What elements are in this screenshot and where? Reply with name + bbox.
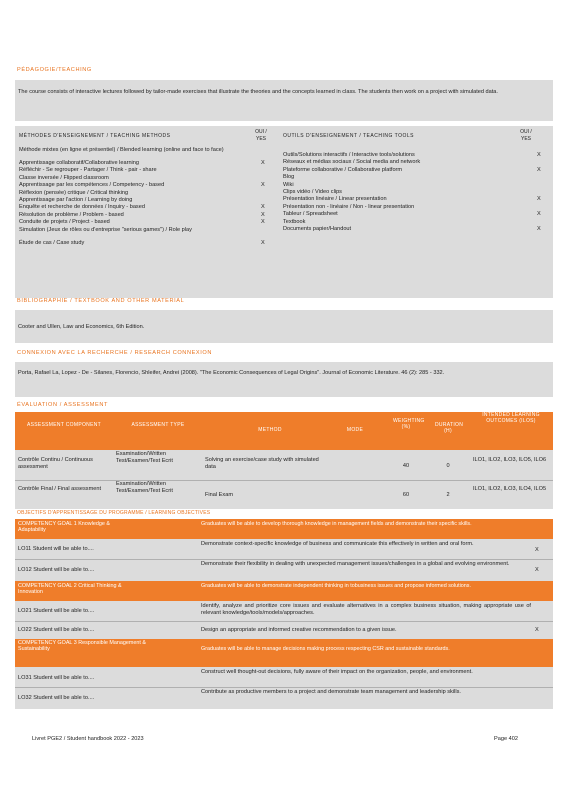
eval-row2-type: Examination/Written Test/Examen/Test Ecrit xyxy=(116,481,173,494)
method-label: Méthode mixtes (en ligne et présentiel) / Blended learning (online and face to face) xyxy=(19,147,224,153)
eval-row1-weight: 40 xyxy=(402,463,410,469)
footer-page-number: Page 402 xyxy=(494,736,518,742)
method-mark: X xyxy=(261,182,265,189)
method-row xyxy=(19,219,275,226)
tools-yes-header: OUI / YES xyxy=(520,129,532,142)
method-mark: X xyxy=(261,239,265,246)
method-row xyxy=(19,147,275,154)
tool-row xyxy=(283,159,549,166)
method-row xyxy=(19,160,275,167)
lo32-text: Contribute as productive members to a project and demonstrate team management and leadership skills. xyxy=(201,689,461,695)
lo22-text: Design an appropriate and informed creative recommendation to a given issue. xyxy=(201,627,397,633)
tool-row xyxy=(283,182,549,189)
eval-row1-duration: 0 xyxy=(446,463,450,469)
method-row xyxy=(19,175,275,182)
goal1-header xyxy=(15,519,553,539)
objectives-title: OBJECTIFS D'APPRENTISSAGE DU PROGRAMME / LEARNING OBJECTIVES xyxy=(17,510,211,516)
bibliography-title: BIBLIOGRAPHIE / TEXTBOOK AND OTHER MATERIAL xyxy=(17,298,185,304)
research-title: CONNEXION AVEC LA RECHERCHE / RESEARCH CONNEXION xyxy=(17,350,212,356)
method-label: Apprentissage par les compétences / Competency - based xyxy=(19,182,165,189)
tool-row xyxy=(283,174,549,181)
method-label: Classe inversée / Flipped classroom xyxy=(19,174,109,181)
method-label: Réfléchir - Se regrouper - Partager / Think - pair - share xyxy=(19,167,157,174)
eval-row2-method: Final Exam xyxy=(205,492,233,498)
goal3-title: COMPETENCY GOAL 3 Responsible Management & Sustainability xyxy=(18,640,146,653)
goal1-title: COMPETENCY GOAL 1 Knowledge & Adaptability xyxy=(18,521,110,534)
method-label: Simulation (Jeux de rôles ou d'entreprise "serious games") / Role play xyxy=(19,226,192,233)
goal2-header xyxy=(15,581,553,601)
tool-row xyxy=(283,226,549,233)
lo11-mark: X xyxy=(535,547,539,553)
method-row xyxy=(19,167,275,174)
eval-col-ilos: INTENDED LEARNING OUTCOMES (ILOS) xyxy=(482,412,540,424)
evaluation-header-row xyxy=(15,412,553,450)
eval-row1-type: Examination/Written Test/Examen/Test Ecrit xyxy=(116,451,173,464)
tool-mark: X xyxy=(537,152,541,158)
lo12-label: LO12 Student will be able to.... xyxy=(18,567,95,573)
goal2-body xyxy=(15,601,553,639)
tool-row xyxy=(283,167,549,174)
tools-header: OUTILS D'ENSEIGNEMENT / TEACHING TOOLS xyxy=(283,133,414,139)
tool-row xyxy=(283,211,549,218)
tool-label: Plateforme collaborative / Collaborative platform xyxy=(283,166,403,173)
goal1-body xyxy=(15,539,553,581)
method-row xyxy=(19,204,275,211)
method-row xyxy=(19,240,275,247)
eval-row2-component: Contrôle Final / Final assessment xyxy=(18,486,102,492)
lo21-text: Identify, analyze and prioritize core issues and evaluate alternatives in a complex business situation, making appropriate use of relevant knowledge/tools/models/approaches. xyxy=(201,603,531,616)
tool-mark: X xyxy=(537,211,541,218)
tool-mark: X xyxy=(537,226,541,232)
method-label: Résolution de problème / Problem - based xyxy=(19,211,124,218)
method-mark: X xyxy=(261,160,265,166)
eval-row2-duration: 2 xyxy=(446,492,450,498)
pedagogie-box xyxy=(15,80,553,121)
goal3-body xyxy=(15,667,553,709)
footer-left: Livret PGE2 / Student handbook 2022 - 2023 xyxy=(32,736,144,742)
tool-label: Présentation non - linéaire / Non - linear presentation xyxy=(283,203,415,210)
eval-row2-ilos: ILO1, ILO2, ILO3, ILO4, ILO5 xyxy=(473,486,547,492)
goal2-title: COMPETENCY GOAL 2 Critical Thinking & Innovation xyxy=(18,583,122,596)
method-label: Réflexion (pensée) critique / Critical thinking xyxy=(19,189,129,196)
goal3-desc: Graduates will be able to manage decisions making process respecting CSR and sustainable standards. xyxy=(201,646,450,652)
method-label: Apprentissage collaboratif/Collaborative learning xyxy=(19,160,140,166)
method-row xyxy=(19,212,275,219)
tool-mark: X xyxy=(537,166,541,173)
method-label: Conduite de projets / Project - based xyxy=(19,219,110,226)
tool-label: Réseaux et médias sociaux / Social media and network xyxy=(283,159,421,166)
lo31-label: LO31 Student will be able to.... xyxy=(18,675,95,681)
eval-row1-method: Solving an exercise/case study with simulated data xyxy=(205,457,319,470)
eval-col-mode: MODE xyxy=(346,427,364,433)
method-row xyxy=(19,190,275,197)
tool-row xyxy=(283,152,549,159)
method-label: Étude de cas / Case study xyxy=(19,239,85,246)
goal3-header xyxy=(15,639,553,667)
eval-col-type: ASSESSMENT TYPE xyxy=(131,422,185,428)
tool-mark: X xyxy=(537,196,541,203)
goal1-desc: Graduates will be able to develop thorough knowledge in management fields and demonstrate their specific skills. xyxy=(201,521,472,527)
tool-row xyxy=(283,204,549,211)
evaluation-title: ÉVALUATION / ASSESSMENT xyxy=(17,402,108,408)
bibliography-text: Cooter and Ullen, Law and Economics, 6th Edition. xyxy=(18,324,145,330)
tool-label: Textbook xyxy=(283,218,306,225)
eval-row2-weight: 60 xyxy=(402,492,410,498)
lo21-label: LO21 Student will be able to.... xyxy=(18,608,95,614)
method-label: Apprentissage par l'action / Learning by doing xyxy=(19,197,133,203)
eval-col-method: METHOD xyxy=(258,427,282,433)
tool-label: Documents papier/Handout xyxy=(283,226,352,232)
tool-label: Tableur / Spreadsheet xyxy=(283,211,338,218)
eval-row1-ilos: ILO1, ILO2, ILO3, ILO5, ILO6 xyxy=(473,457,547,463)
method-mark: X xyxy=(261,204,265,211)
tool-row xyxy=(283,189,549,196)
lo11-label: LO11 Student will be able to.... xyxy=(18,546,94,552)
lo12-text: Demonstrate their flexibility in dealing with unexpected management issues/challenges in a global and evolving environment. xyxy=(201,561,510,567)
lo22-label: LO22 Student will be able to.... xyxy=(18,627,95,633)
tool-row xyxy=(283,196,549,203)
eval-col-component: ASSESSMENT COMPONENT xyxy=(27,422,101,428)
tool-label: Clips vidéo / Video clips xyxy=(283,189,342,195)
eval-row1-component: Contrôle Continu / Continuous assessment xyxy=(18,457,93,470)
lo12-mark: X xyxy=(535,567,539,573)
tool-label: Présentation linéaire / Linear presentation xyxy=(283,196,387,203)
evaluation-body xyxy=(15,450,553,509)
tool-label: Wiki xyxy=(283,181,294,188)
methods-tools-box xyxy=(15,126,553,298)
eval-col-duration: DURATION (H) xyxy=(435,422,464,434)
pedagogie-title: PÉDAGOGIE/TEACHING xyxy=(17,67,92,73)
method-row xyxy=(19,197,275,204)
research-box xyxy=(15,362,553,397)
tool-label: Outils/Solutions interactifs / Interactive tools/solutions xyxy=(283,152,415,158)
pedagogie-text: The course consists of interactive lectures followed by tailor-made exercises that illustrate the theories and the concepts learned in class. The students then work on a project with simulated data. xyxy=(18,89,498,95)
lo11-text: Demonstrate context-specific knowledge of business and communicate this effectively in written and oral form. xyxy=(201,541,474,547)
research-text: Porta, Rafael La, Lopez - De - Silanes, Florencio, Shleifer, Andrei (2008). "The Economic Consequences of Legal Origins". Journal of Economic Literature. 46 (2): 285 - 332. xyxy=(18,370,445,376)
goal2-desc: Graduates will be able to demonstrate independent thinking in tobusiness issues and propose informed solutions. xyxy=(201,583,471,589)
eval-col-weight: WEIGHTING (%) xyxy=(393,418,425,430)
lo22-mark: X xyxy=(535,627,539,633)
lo31-text: Construct well thought-out decisions, fully aware of their impact on the organization, people, and environment. xyxy=(201,669,473,675)
method-mark: X xyxy=(261,211,265,218)
lo32-label: LO32 Student will be able to.... xyxy=(18,695,95,701)
methods-yes-header: OUI / YES xyxy=(255,129,267,142)
method-row xyxy=(19,227,275,234)
method-row xyxy=(19,182,275,189)
method-label: Enquête et recherche de données / Inquiry - based xyxy=(19,204,145,211)
method-mark: X xyxy=(261,219,265,226)
tool-row xyxy=(283,219,549,226)
bibliography-box xyxy=(15,310,553,343)
methods-header: MÉTHODES D'ENSEIGNEMENT / TEACHING METHODS xyxy=(19,133,171,139)
tool-label: Blog xyxy=(283,174,295,181)
